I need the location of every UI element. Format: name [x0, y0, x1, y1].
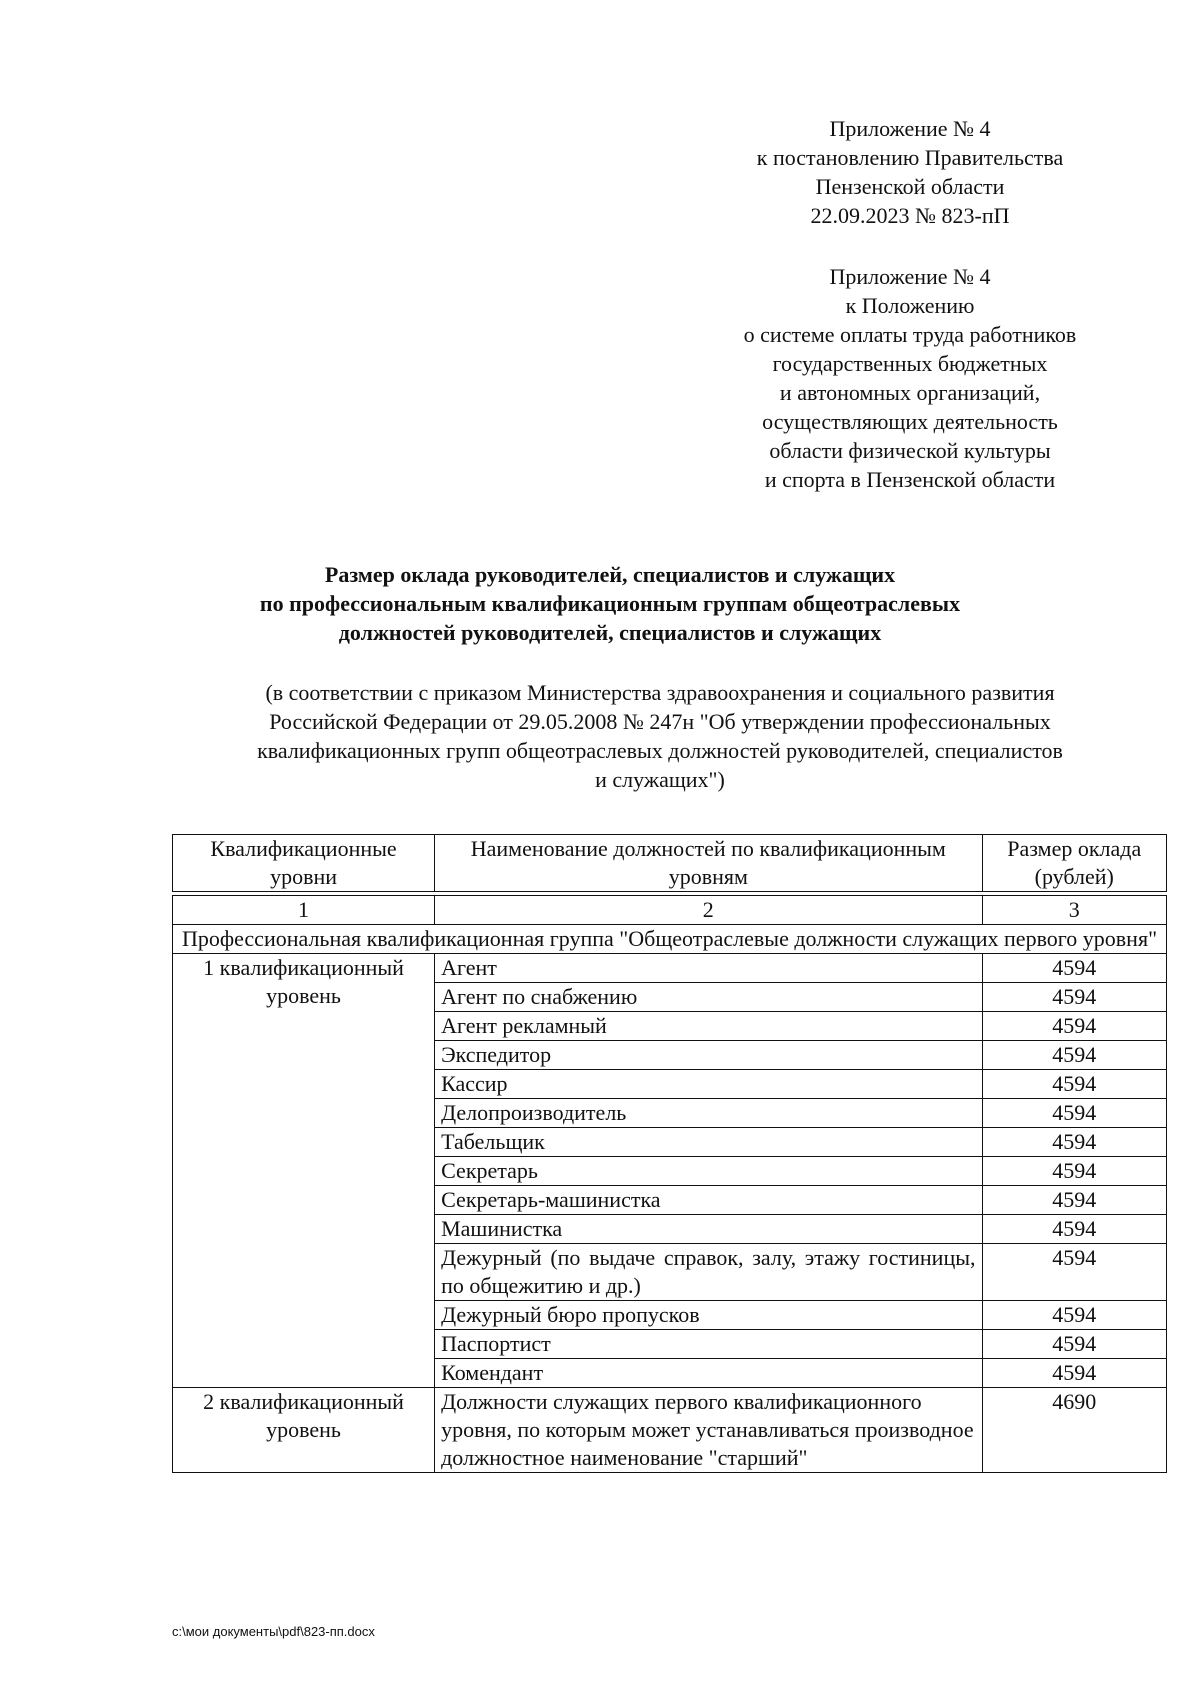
position-name: Секретарь-машинистка	[435, 1186, 982, 1215]
appendix-to-resolution	[700, 114, 1120, 230]
position-name: Экспедитор	[435, 1041, 982, 1070]
column-number: 3	[982, 896, 1167, 925]
professional-group-title: Профессиональная квалификационная группа "Общеотраслевые должности служащих первого уровня"	[173, 925, 1167, 954]
appendix-line: и автономных организаций,	[779, 380, 1041, 405]
salary-value: 4594	[982, 954, 1167, 983]
title-line: Размер оклада руководителей, специалистов и служащих	[324, 562, 896, 587]
salary-value: 4594	[982, 1099, 1167, 1128]
position-name: Табельщик	[435, 1128, 982, 1157]
appendix-line: о системе оплаты труда работников	[743, 322, 1077, 347]
appendix-line: к постановлению Правительства	[756, 145, 1064, 170]
appendix-to-regulation	[700, 262, 1120, 494]
salary-value: 4594	[982, 1301, 1167, 1330]
salary-value: 4594	[982, 1186, 1167, 1215]
qualification-level-label: 1 квалификационный уровень	[173, 954, 435, 1388]
appendix-line: области физической культуры	[769, 438, 1051, 463]
table-row	[173, 954, 1167, 983]
title-line: должностей руководителей, специалистов и служащих	[338, 620, 882, 645]
position-name: Машинистка	[435, 1215, 982, 1244]
professional-group-row	[173, 925, 1167, 954]
position-name: Должности служащих первого квалификационного уровня, по которым может устанавливаться производное должностное наименование "старший"	[435, 1388, 982, 1473]
appendix-line: Приложение № 4	[829, 116, 991, 141]
appendix-line: государственных бюджетных	[772, 351, 1048, 376]
basis-line: Российской Федерации от 29.05.2008 № 247н "Об утверждении профессиональных	[269, 709, 1051, 734]
table-row	[173, 1388, 1167, 1473]
column-number: 2	[435, 896, 982, 925]
appendix-line: к Положению	[845, 293, 975, 318]
qualification-level-label: 2 квалификационный уровень	[173, 1388, 435, 1473]
position-name: Паспортист	[435, 1330, 982, 1359]
salary-value: 4594	[982, 1330, 1167, 1359]
salary-value: 4594	[982, 983, 1167, 1012]
position-name: Секретарь	[435, 1157, 982, 1186]
position-name: Дежурный (по выдаче справок, залу, этажу гостиницы, по общежитию и др.)	[435, 1244, 982, 1301]
appendix-line: осуществляющих деятельность	[762, 409, 1058, 434]
file-path-footer: c:\мои документы\pdf\823-пп.docx	[172, 1624, 375, 1639]
appendix-line: и спорта в Пензенской области	[764, 467, 1056, 492]
salary-value: 4594	[982, 1041, 1167, 1070]
salary-value: 4594	[982, 1157, 1167, 1186]
legal-basis-note	[200, 678, 1120, 794]
document-title	[180, 560, 1040, 647]
column-number: 1	[173, 896, 435, 925]
salary-value: 4594	[982, 1128, 1167, 1157]
appendix-line: 22.09.2023 № 823-пП	[810, 203, 1010, 228]
appendix-line: Приложение № 4	[829, 264, 991, 289]
salary-value: 4594	[982, 1215, 1167, 1244]
basis-line: квалификационных групп общеотраслевых должностей руководителей, специалистов	[257, 738, 1063, 763]
salary-value: 4594	[982, 1359, 1167, 1388]
position-name: Делопроизводитель	[435, 1099, 982, 1128]
salary-value: 4594	[982, 1244, 1167, 1301]
title-line: по профессиональным квалификационным группам общеотраслевых	[259, 591, 961, 616]
column-numbers-row	[173, 896, 1167, 925]
salary-table	[172, 834, 1167, 1473]
position-name: Комендант	[435, 1359, 982, 1388]
table-header-row	[173, 835, 1167, 892]
header-position-names: Наименование должностей по квалификационным уровням	[435, 835, 982, 892]
basis-line: и служащих")	[595, 767, 725, 792]
position-name: Агент рекламный	[435, 1012, 982, 1041]
basis-line: (в соответствии с приказом Министерства здравоохранения и социального развития	[265, 680, 1055, 705]
salary-value: 4594	[982, 1012, 1167, 1041]
header-salary: Размер оклада (рублей)	[982, 835, 1167, 892]
position-name: Агент по снабжению	[435, 983, 982, 1012]
salary-value: 4594	[982, 1070, 1167, 1099]
position-name: Агент	[435, 954, 982, 983]
salary-value: 4690	[982, 1388, 1167, 1473]
appendix-line: Пензенской области	[815, 174, 1005, 199]
position-name: Дежурный бюро пропусков	[435, 1301, 982, 1330]
position-name: Кассир	[435, 1070, 982, 1099]
header-qualification-levels: Квалификационные уровни	[173, 835, 435, 892]
